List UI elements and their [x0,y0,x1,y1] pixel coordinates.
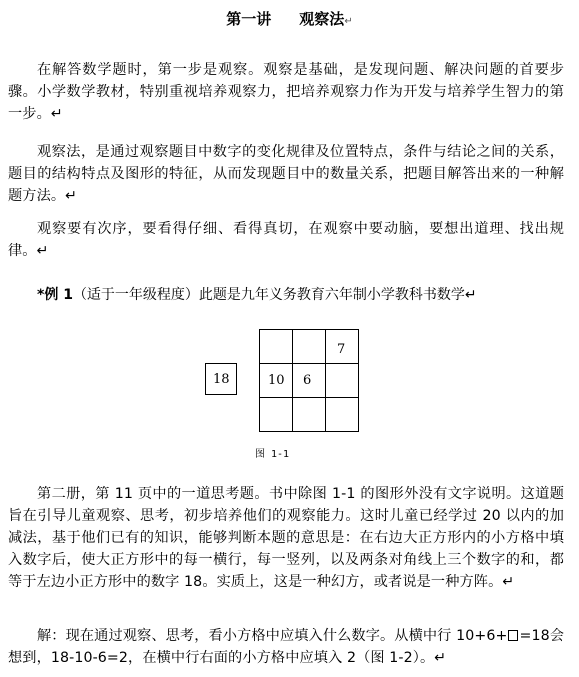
blank-square-icon [508,630,518,641]
paragraph-problem-explanation: 第二册，第 11 页中的一道思考题。书中除图 1-1 的图形外没有文字说明。这道题旨在引导儿童观察、思考，初步培养他们的观察能力。这时儿童已经学过 20 以内的加减法，基于他们已有的知识，能够判断本题的意思是：在右边大正方形内的小方格中填入数字后，使大正方形中的每一横行，每一竖列，以及两条对角线上三个数字的和，都等于左边小正方形中的数字 18。实质上，这是一种幻方，或者说是一种方阵。↵ [8,486,564,590]
grid-cell-r3c3 [325,397,359,432]
left-small-square [205,363,237,395]
paragraph-definition: 观察法，是通过观察题目中数字的变化规律及位置特点，条件与结论之间的关系，题目的结构特点及图形的特征，从而发现题目中的数量关系，把题目解答出来的一种解题方法。↵ [8,144,564,204]
lecture-title [0,9,579,32]
solution-line-1-end: =18 [519,628,550,644]
figure-caption: 图 1-1 [255,449,290,460]
grid-cell-r2c2 [292,363,326,398]
paragraph-solution [8,625,564,669]
grid-cell-r3c1 [259,397,293,432]
grid-cell-r2c3 [325,363,359,398]
grid-cell-value: 10 [268,373,285,388]
lecture-number: 第一讲 [226,10,272,28]
example-heading [37,284,477,306]
grid-cell-r2c1 [259,363,293,398]
solution-line-2: 会想到，18-10-6=2，在横中行右面的小方格中应填入 2（图 1-2）。↵ [8,628,564,666]
grid-cell-r3c2 [292,397,326,432]
paragraph-mark-icon: ↵ [344,16,353,27]
example-text: （适于一年级程度）此题是九年义务教育六年制小学教科书数学↵ [72,287,477,303]
grid-cell-value: 6 [303,373,312,388]
left-square-number: 18 [213,372,230,387]
grid-cell-r1c3 [325,329,359,364]
lecture-name: 观察法 [299,10,345,28]
example-label: *例 1 [37,287,73,303]
paragraph-intro: 在解答数学题时，第一步是观察。观察是基础，是发现问题、解决问题的首要步骤。小学数学教材，特别重视培养观察力，把培养观察力作为开发与培养学生智力的第一步。↵ [8,62,564,122]
grid-cell-r1c1 [259,329,293,364]
paragraph-observation-order: 观察要有次序，要看得仔细、看得真切，在观察中要动脑，要想出道理、找出规律。↵ [8,221,564,259]
solution-line-1-start: 解：现在通过观察、思考，看小方格中应填入什么数字。从横中行 10+6+ [37,628,508,644]
grid-cell-r1c2 [292,329,326,364]
grid-cell-value: 7 [337,342,346,357]
